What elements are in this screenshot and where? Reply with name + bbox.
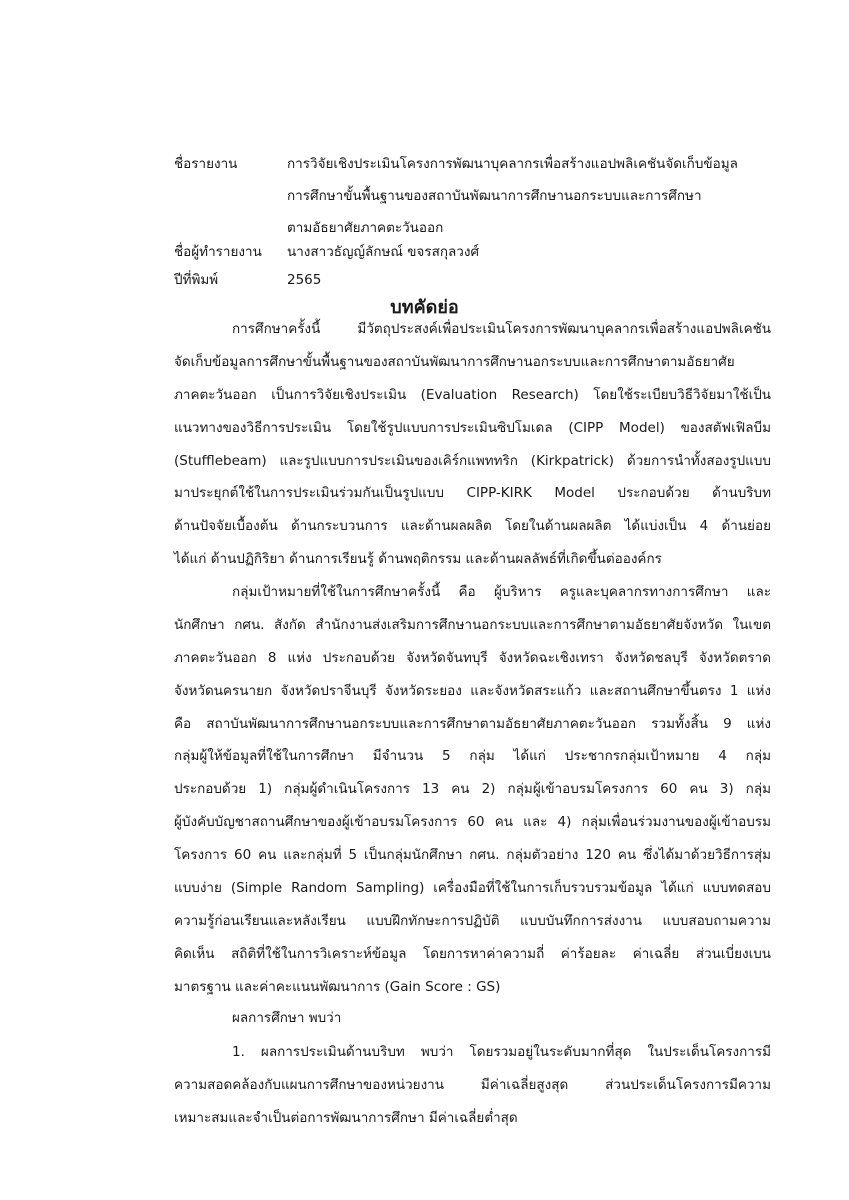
report-author-value: นางสาวธัญญ์ลักษณ์ ขจรสกุลวงศ์ <box>287 244 480 260</box>
paragraph-line: กลุ่มเป้าหมายที่ใช้ในการศึกษาครั้งนี้ คือ ผู้บริหาร ครูและบุคลากรทางการศึกษา และ <box>232 584 771 600</box>
paragraph-line: (Stufflebeam) และรูปแบบการประเมินของเคิร์กแพททริก (Kirkpatrick) ด้วยการนำทั้งสองรูปแบบ <box>174 452 771 469</box>
paragraph-line: กลุ่มผู้ให้ข้อมูลที่ใช้ในการศึกษา มีจำนวน 5 กลุ่ม ได้แก่ ประชากรกลุ่มเป้าหมาย 4 กลุ่ม <box>174 748 771 765</box>
report-author-label: ชื่อผู้ทำรายงาน <box>174 244 262 260</box>
paragraph-line: ภาคตะวันออก 8 แห่ง ประกอบด้วย จังหวัดจันทบุรี จังหวัดฉะเชิงเทรา จังหวัดชลบุรี จังหวัดตราด <box>174 649 771 666</box>
report-year-value: 2565 <box>287 272 322 288</box>
paragraph-line: ด้านปัจจัยเบื้องต้น ด้านกระบวนการ และด้านผลผลิต โดยในด้านผลผลิต ได้แบ่งเป็น 4 ด้านย่อย <box>174 518 771 535</box>
result-item-1 <box>174 1036 771 1135</box>
paragraph-line: เหมาะสมและจำเป็นต่อการพัฒนาการศึกษา มีค่าเฉลี่ยต่ำสุด <box>174 1109 518 1126</box>
paragraph-line: ความรู้ก่อนเรียนและหลังเรียน แบบฝึกทักษะการปฏิบัติ แบบบันทึกการส่งงาน แบบสอบถามความ <box>174 912 771 929</box>
paragraph-line: ผลการศึกษา พบว่า <box>232 1010 342 1026</box>
paragraph-line: การศึกษาครั้งนี้ มีวัตถุประสงค์เพื่อประเมินโครงการพัฒนาบุคลากรเพื่อสร้างแอปพลิเคชัน <box>232 321 771 337</box>
paragraph-line: ภาคตะวันออก เป็นการวิจัยเชิงประเมิน (Evaluation Research) โดยใช้ระเบียบวิธีวิจัยมาใช้เป็น <box>174 386 771 403</box>
abstract-heading: บทคัดย่อ <box>390 297 459 318</box>
report-title-line: การศึกษาขั้นพื้นฐานของสถาบันพัฒนาการศึกษานอกระบบและการศึกษา <box>287 188 702 204</box>
paragraph-line: แบบง่าย (Simple Random Sampling) เครื่องมือที่ใช้ในการเก็บรวบรวมข้อมูล ได้แก่ แบบทดสอบ <box>174 880 771 897</box>
report-title-line: ตามอัธยาศัยภาคตะวันออก <box>287 220 444 236</box>
report-year-label: ปีที่พิมพ์ <box>174 272 219 288</box>
paragraph-line: มาตรฐาน และค่าคะแนนพัฒนาการ (Gain Score : GS) <box>174 978 501 995</box>
abstract-paragraph-1 <box>174 313 771 576</box>
results-intro <box>174 1002 771 1035</box>
report-title-label: ชื่อรายงาน <box>174 156 238 172</box>
paragraph-line: จัดเก็บข้อมูลการศึกษาขั้นพื้นฐานของสถาบันพัฒนาการศึกษานอกระบบและการศึกษาตามอัธยาศัย <box>174 353 735 370</box>
paragraph-line: ประกอบด้วย 1) กลุ่มผู้ดำเนินโครงการ 13 คน 2) กลุ่มผู้เข้าอบรมโครงการ 60 คน 3) กลุ่ม <box>174 781 771 798</box>
paragraph-line: จังหวัดนครนายก จังหวัดปราจีนบุรี จังหวัดระยอง และจังหวัดสระแก้ว และสถานศึกษาขึ้นตรง 1 แห่ง <box>174 682 771 699</box>
report-title-value <box>287 148 787 244</box>
paragraph-line: ความสอดคล้องกับแผนการศึกษาของหน่วยงาน มีค่าเฉลี่ยสูงสุด ส่วนประเด็นโครงการมีความ <box>174 1076 771 1093</box>
paragraph-line: โครงการ 60 คน และกลุ่มที่ 5 เป็นกลุ่มนักศึกษา กศน. กลุ่มตัวอย่าง 120 คน ซึ่งได้มาด้วยวิธีการสุ่ม <box>174 847 771 864</box>
paragraph-line: คิดเห็น สถิติที่ใช้ในการวิเคราะห์ข้อมูล โดยการหาค่าความถี่ ค่าร้อยละ ค่าเฉลี่ย ส่วนเบี่ยงเบน <box>174 945 771 962</box>
paragraph-line: แนวทางของวิธีการประเมิน โดยใช้รูปแบบการประเมินซิปโมเดล (CIPP Model) ของสตัฟเฟิลบีม <box>174 419 771 436</box>
paragraph-line: คือ สถาบันพัฒนาการศึกษานอกระบบและการศึกษาตามอัธยาศัยภาคตะวันออก รวมทั้งสิ้น 9 แห่ง <box>174 715 771 732</box>
abstract-paragraph-2 <box>174 576 771 1004</box>
paragraph-line: ได้แก่ ด้านปฏิกิริยา ด้านการเรียนรู้ ด้านพฤติกรรม และด้านผลลัพธ์ที่เกิดขึ้นต่อองค์กร <box>174 551 662 568</box>
paragraph-line: ผู้บังคับบัญชาสถานศึกษาของผู้เข้าอบรมโครงการ 60 คน และ 4) กลุ่มเพื่อนร่วมงานของผู้เข้าอบรม <box>174 814 771 831</box>
report-title-line: การวิจัยเชิงประเมินโครงการพัฒนาบุคลากรเพื่อสร้างแอปพลิเคชันจัดเก็บข้อมูล <box>287 156 738 172</box>
paragraph-line: มาประยุกต์ใช้ในการประเมินร่วมกันเป็นรูปแบบ CIPP-KIRK Model ประกอบด้วย ด้านบริบท <box>174 485 771 502</box>
paragraph-line: นักศึกษา กศน. สังกัด สำนักงานส่งเสริมการศึกษานอกระบบและการศึกษาตามอัธยาศัยจังหวัด ในเขต <box>174 616 771 633</box>
paragraph-line: 1. ผลการประเมินด้านบริบท พบว่า โดยรวมอยู่ในระดับมากที่สุด ในประเด็นโครงการมี <box>232 1044 771 1060</box>
